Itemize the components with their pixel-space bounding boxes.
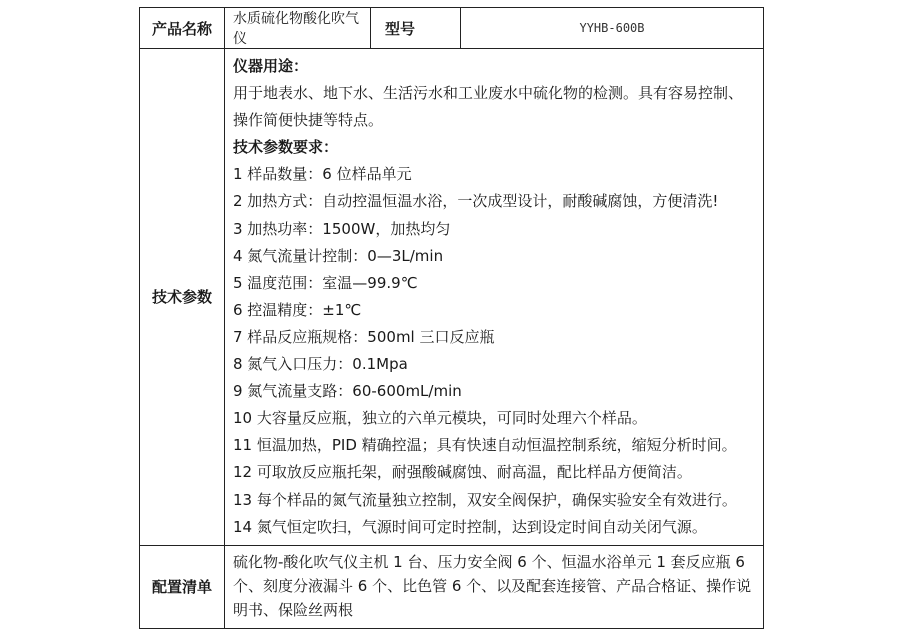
param-line: 2 加热方式：自动控温恒温水浴，一次成型设计，耐酸碱腐蚀，方便清洗! [233, 192, 719, 211]
param-line: 6 控温精度：±1℃ [233, 300, 362, 319]
param-line: 1 样品数量：6 位样品单元 [233, 165, 412, 184]
param-line: 7 样品反应瓶规格：500ml 三口反应瓶 [233, 327, 495, 346]
tech-label: 技术参数 [140, 49, 225, 546]
product-name-label: 产品名称 [140, 8, 225, 49]
config-row [140, 545, 764, 628]
param-line: 11 恒温加热，PID 精确控温；具有快速自动恒温控制系统，缩短分析时间。 [233, 436, 737, 455]
params-title: 技术参数要求： [233, 138, 339, 157]
usage-text: 用于地表水、地下水、生活污水和工业废水中硫化物的检测。具有容易控制、操作简便快捷等特点。 [233, 84, 744, 130]
param-line: 9 氮气流量支路：60-600mL/min [233, 382, 462, 401]
param-line: 14 氮气恒定吹扫，气源时间可定时控制，达到设定时间自动关闭气源。 [233, 517, 707, 536]
tech-row [140, 49, 764, 546]
param-line: 12 可取放反应瓶托架，耐强酸碱腐蚀、耐高温，配比样品方便简洁。 [233, 463, 692, 482]
param-line: 4 氮气流量计控制：0—3L/min [233, 246, 444, 265]
param-line: 5 温度范围：室温—99.9℃ [233, 273, 418, 292]
model-value: YYHB-600B [461, 8, 764, 49]
param-line: 3 加热功率：1500W，加热均匀 [233, 219, 451, 238]
config-label: 配置清单 [140, 545, 225, 628]
tech-content [225, 49, 764, 546]
param-line: 13 每个样品的氮气流量独立控制，双安全阀保护，确保实验安全有效进行。 [233, 490, 737, 509]
model-label: 型号 [371, 8, 461, 49]
param-line: 10 大容量反应瓶，独立的六单元模块，可同时处理六个样品。 [233, 409, 647, 428]
param-line: 8 氮气入口压力：0.1Mpa [233, 355, 408, 374]
header-row [140, 8, 764, 49]
spec-table [139, 7, 764, 629]
usage-title: 仪器用途： [233, 57, 309, 75]
product-name-value: 水质硫化物酸化吹气仪 [225, 8, 371, 49]
config-text: 硫化物-酸化吹气仪主机 1 台、压力安全阀 6 个、恒温水浴单元 1 套反应瓶 6 个、刻度分液漏斗 6 个、比色管 6 个、以及配套连接管、产品合格证、操作说明书、保险丝两根 [225, 545, 764, 628]
